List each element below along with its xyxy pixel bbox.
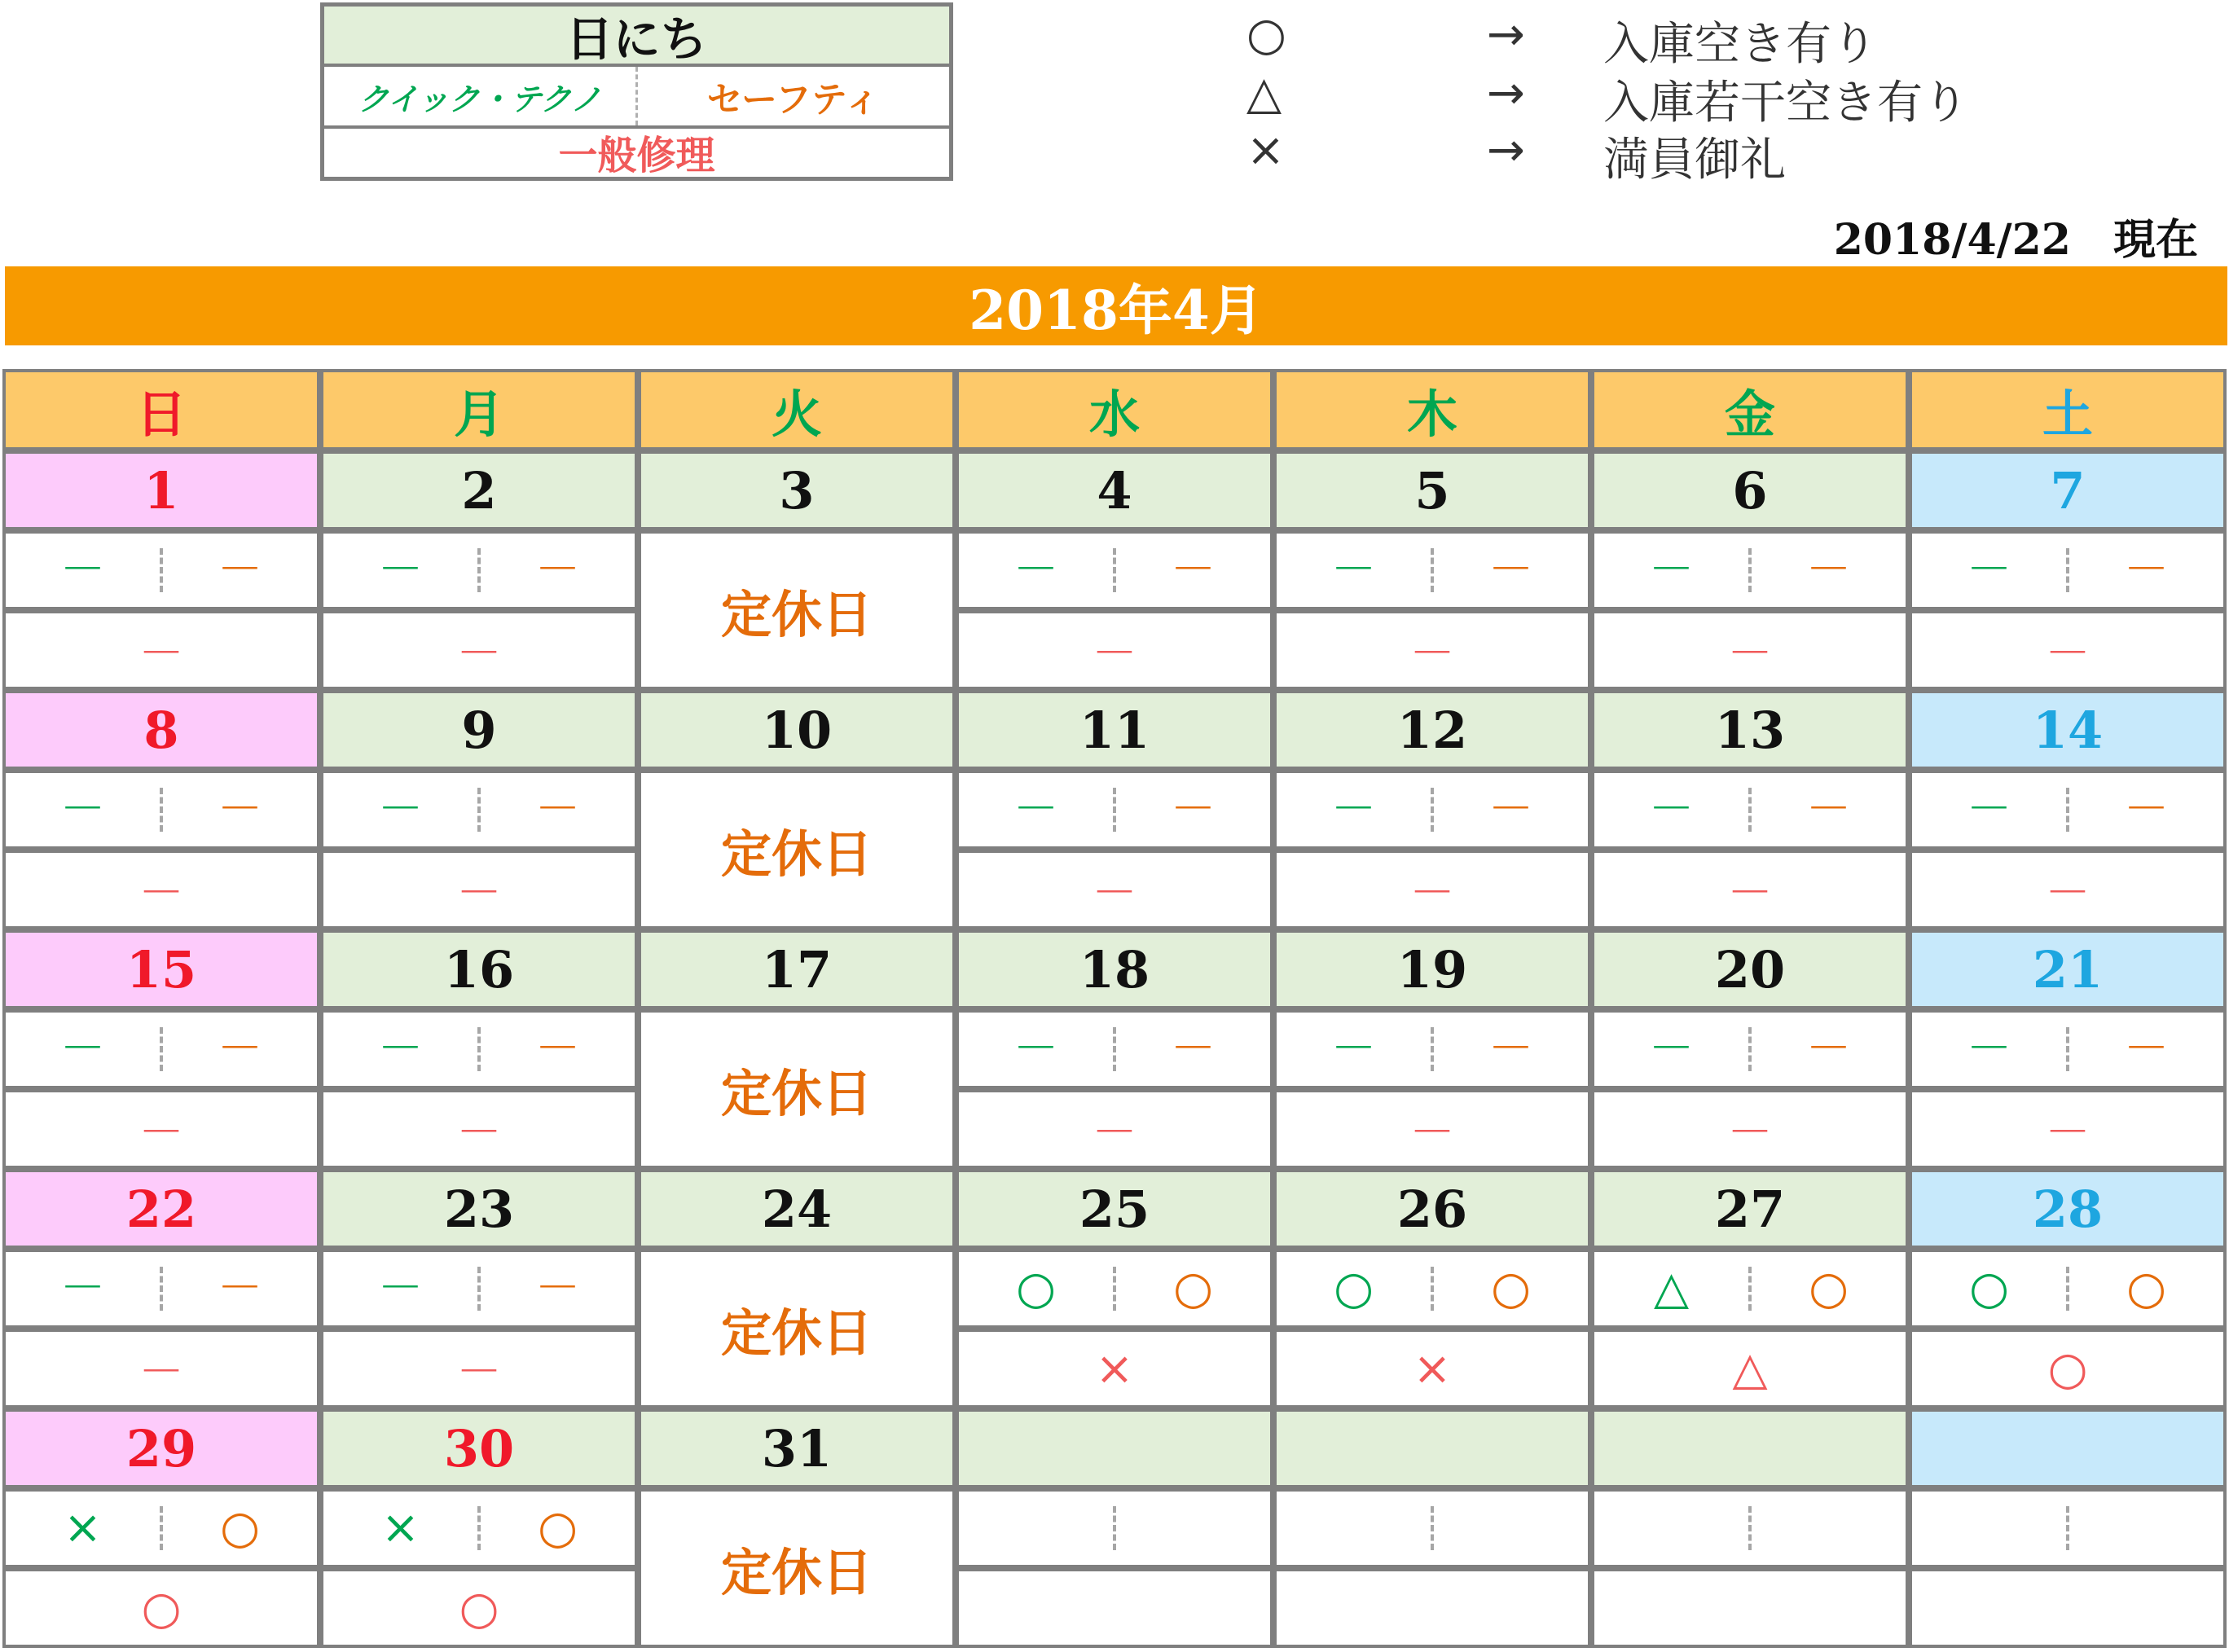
date-number: 28 [1909,1169,2227,1249]
slot-quick-safety [1909,1249,2227,1329]
slot-quick-safety [1273,1488,1591,1568]
slot-quick-safety [1591,770,1909,850]
quick-techno-status: － [1013,783,1059,836]
slot-quick-safety [1591,1009,1909,1089]
weekday-header: 月 [320,369,638,450]
general-repair-status: － [1273,850,1591,929]
safety-status: － [1170,543,1216,596]
date-number: 18 [956,929,1273,1009]
slot-quick-safety [1909,530,2227,610]
general-repair-status: × [956,1329,1273,1408]
slot-quick-safety [956,770,1273,850]
safety-status: － [1170,1022,1216,1075]
safety-status: ○ [220,1501,260,1554]
quick-techno-status: － [59,543,106,596]
date-number: 2 [320,450,638,530]
general-repair-status [1909,1568,2227,1648]
weekday-header: 土 [1909,369,2227,450]
quick-techno-status: － [1013,543,1059,596]
safety-status: － [534,1022,581,1075]
quick-techno-status: － [377,543,424,596]
key-description: 満員御礼 [1603,134,1786,187]
legend-row [324,67,949,129]
date-number: 14 [1909,690,2227,770]
quick-techno-status: ○ [1334,1262,1374,1315]
date-number: 9 [320,690,638,770]
safety-status: － [534,783,581,836]
safety-status: － [217,543,263,596]
quick-techno-status: － [377,1022,424,1075]
general-repair-status [1591,1568,1909,1648]
date-number [956,1408,1273,1488]
general-repair-status: － [320,1329,638,1408]
date-number: 20 [1591,929,1909,1009]
general-repair-status: － [1909,850,2227,929]
weekday-header: 火 [638,369,956,450]
legend-general-repair: 一般修理 [558,132,715,178]
key-symbol: △ [1246,67,1282,120]
slot-quick-safety [956,1249,1273,1329]
quick-techno-status: － [377,1262,424,1315]
general-repair-status: － [2,1329,320,1408]
general-repair-status: － [320,850,638,929]
date-number [1591,1408,1909,1488]
date-number: 19 [1273,929,1591,1009]
general-repair-status: － [320,610,638,690]
date-number: 27 [1591,1169,1909,1249]
date-number: 15 [2,929,320,1009]
safety-status: － [1488,1022,1534,1075]
slot-quick-safety [1591,1249,1909,1329]
safety-status: － [1488,783,1534,836]
safety-status: － [2123,1022,2170,1075]
quick-techno-status: － [59,1022,106,1075]
date-number: 22 [2,1169,320,1249]
date-number: 4 [956,450,1273,530]
slot-quick-safety [1273,770,1591,850]
general-repair-status: － [1909,1089,2227,1169]
calendar-grid [2,369,2227,1650]
safety-status: ○ [1491,1262,1531,1315]
date-number: 6 [1591,450,1909,530]
slot-quick-safety [1909,1009,2227,1089]
slot-quick-safety [956,1488,1273,1568]
quick-techno-status: × [64,1501,102,1554]
date-number: 30 [320,1408,638,1488]
date-number: 8 [2,690,320,770]
slot-quick-safety [1273,1009,1591,1089]
arrow-icon: → [1487,67,1525,120]
quick-techno-status: － [1966,783,2012,836]
general-repair-status: － [320,1089,638,1169]
slot-quick-safety [1273,530,1591,610]
safety-status: － [2123,543,2170,596]
safety-status: － [1488,543,1534,596]
date-number: 1 [2,450,320,530]
slot-divider [1431,1506,1434,1550]
closed-day-label: 定休日 [638,770,956,929]
arrow-icon: → [1487,8,1525,61]
weekday-header: 木 [1273,369,1591,450]
safety-status: － [217,783,263,836]
quick-techno-status: － [1330,1022,1377,1075]
date-number: 29 [2,1408,320,1488]
date-number: 12 [1273,690,1591,770]
safety-status: ○ [538,1501,578,1554]
slot-quick-safety [1273,1249,1591,1329]
arrow-icon: → [1487,124,1525,177]
date-number: 31 [638,1408,956,1488]
weekday-header: 水 [956,369,1273,450]
safety-status: － [1805,783,1852,836]
safety-status: － [217,1262,263,1315]
general-repair-status: － [1273,610,1591,690]
date-number: 3 [638,450,956,530]
date-number: 24 [638,1169,956,1249]
date-number: 26 [1273,1169,1591,1249]
key-description: 入庫若干空き有り [1603,77,1968,130]
quick-techno-status: ○ [1016,1262,1056,1315]
general-repair-status: － [1591,850,1909,929]
date-number: 13 [1591,690,1909,770]
legend-box [320,2,953,181]
date-number [1273,1408,1591,1488]
safety-status: － [2123,783,2170,836]
date-number: 16 [320,929,638,1009]
general-repair-status: － [1591,1089,1909,1169]
general-repair-status: － [2,850,320,929]
general-repair-status: － [956,850,1273,929]
general-repair-status [956,1568,1273,1648]
date-number [1909,1408,2227,1488]
closed-day-label: 定休日 [638,530,956,690]
slot-quick-safety [320,530,638,610]
weekday-header: 日 [2,369,320,450]
date-number: 7 [1909,450,2227,530]
quick-techno-status: － [59,783,106,836]
quick-techno-status: － [1013,1022,1059,1075]
general-repair-status: － [956,1089,1273,1169]
slot-quick-safety [2,770,320,850]
slot-quick-safety [2,1488,320,1568]
general-repair-status [1273,1568,1591,1648]
weekday-header: 金 [1591,369,1909,450]
general-repair-status: ○ [1909,1329,2227,1408]
general-repair-status: ○ [2,1568,320,1648]
safety-status: － [217,1022,263,1075]
key-description: 入庫空き有り [1603,18,1877,71]
legend-safety: セーフティ [706,79,881,121]
general-repair-status: × [1273,1329,1591,1408]
legend-title: 日にち [324,7,949,67]
slot-divider [1748,1506,1752,1550]
quick-techno-status: － [1648,543,1695,596]
date-number: 11 [956,690,1273,770]
closed-day-label: 定休日 [638,1009,956,1169]
slot-quick-safety [956,530,1273,610]
slot-quick-safety [320,1488,638,1568]
slot-quick-safety [1909,1488,2227,1568]
quick-techno-status: △ [1653,1262,1690,1315]
slot-quick-safety [2,1009,320,1089]
quick-techno-status: × [381,1501,420,1554]
key-symbol: × [1246,124,1285,177]
quick-techno-status: － [1648,1022,1695,1075]
quick-techno-status: － [1330,783,1377,836]
date-number: 5 [1273,450,1591,530]
date-number: 10 [638,690,956,770]
quick-techno-status: － [1648,783,1695,836]
slot-divider [1113,1506,1116,1550]
safety-status: － [1170,783,1216,836]
closed-day-label: 定休日 [638,1249,956,1408]
date-number: 25 [956,1169,1273,1249]
key-symbol: ○ [1246,8,1286,61]
slot-quick-safety [2,530,320,610]
safety-status: － [1805,1022,1852,1075]
slot-quick-safety [320,770,638,850]
quick-techno-status: － [1330,543,1377,596]
quick-techno-status: － [1966,543,2012,596]
safety-status: － [534,1262,581,1315]
general-repair-status: － [2,1089,320,1169]
slot-quick-safety [320,1009,638,1089]
safety-status: ○ [1173,1262,1213,1315]
general-repair-status: △ [1591,1329,1909,1408]
safety-status: ○ [2126,1262,2166,1315]
safety-status: － [534,543,581,596]
general-repair-status: － [2,610,320,690]
general-repair-status: － [1591,610,1909,690]
safety-status: ○ [1809,1262,1849,1315]
slot-quick-safety [956,1009,1273,1089]
legend-quick-techno: クイック・テクノ [324,67,638,125]
slot-quick-safety [1909,770,2227,850]
slot-quick-safety [320,1249,638,1329]
quick-techno-status: － [59,1262,106,1315]
date-number: 17 [638,929,956,1009]
closed-day-label: 定休日 [638,1488,956,1648]
general-repair-status: － [1909,610,2227,690]
as-of-date: 2018/4/22 現在 [1833,215,2198,265]
general-repair-status: ○ [320,1568,638,1648]
date-number: 21 [1909,929,2227,1009]
slot-quick-safety [1591,530,1909,610]
quick-techno-status: － [1966,1022,2012,1075]
month-banner: 2018年4月 [5,266,2227,345]
slot-quick-safety [2,1249,320,1329]
date-number: 23 [320,1169,638,1249]
general-repair-status: － [956,610,1273,690]
quick-techno-status: － [377,783,424,836]
slot-divider [2066,1506,2069,1550]
general-repair-status: － [1273,1089,1591,1169]
safety-status: － [1805,543,1852,596]
quick-techno-status: ○ [1969,1262,2009,1315]
slot-quick-safety [1591,1488,1909,1568]
